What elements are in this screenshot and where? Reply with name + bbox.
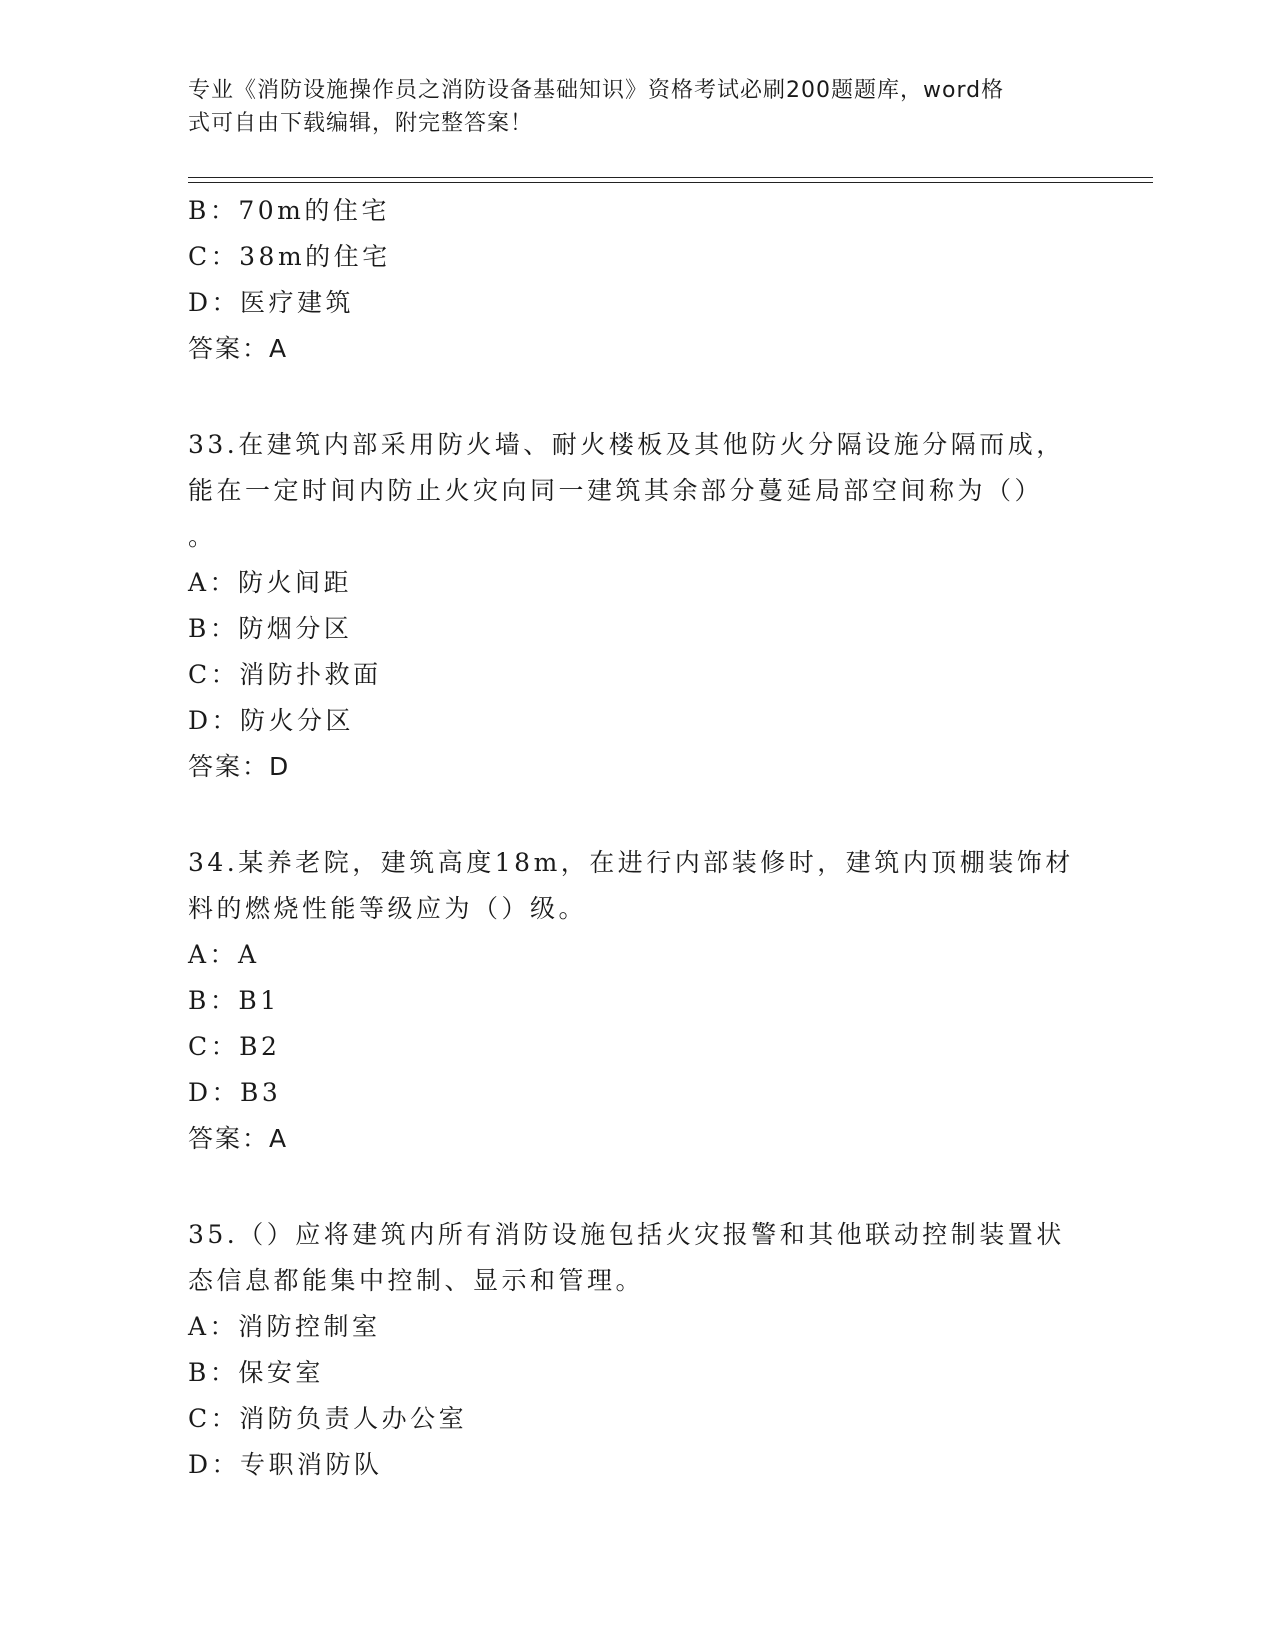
option-c: C：38m的住宅 [188, 242, 391, 271]
header-divider-bottom [188, 182, 1153, 183]
option-b: B：70m的住宅 [188, 196, 390, 225]
option-b: B：B1 [188, 986, 280, 1015]
answer-line: 答案：A [188, 334, 289, 363]
option-c: C：消防扑救面 [188, 660, 382, 689]
document-header [188, 74, 1068, 140]
header-line-1: 专业《消防设施操作员之消防设备基础知识》资格考试必刷200题题库，word格 [188, 78, 1005, 103]
question-stem-line: 34.某养老院，建筑高度18m，在进行内部装修时，建筑内顶棚装饰材 [188, 848, 1074, 877]
document-body [188, 188, 1088, 1488]
question-stem-line: 35.（）应将建筑内所有消防设施包括火灾报警和其他联动控制装置状 [188, 1220, 1065, 1249]
option-c: C：B2 [188, 1032, 281, 1061]
option-d: D：医疗建筑 [188, 288, 355, 317]
prev-question [188, 188, 1088, 372]
option-a: A：防火间距 [188, 568, 353, 597]
question-33 [188, 422, 1088, 790]
option-b: B：防烟分区 [188, 614, 353, 643]
option-a: A：A [188, 940, 260, 969]
header-divider-top [188, 177, 1153, 178]
option-c: C：消防负责人办公室 [188, 1404, 468, 1433]
option-d: D：防火分区 [188, 706, 355, 735]
question-stem-line: 料的燃烧性能等级应为（）级。 [188, 894, 588, 923]
question-stem-line: 。 [188, 522, 217, 551]
answer-line: 答案：A [188, 1124, 289, 1153]
option-b: B：保安室 [188, 1358, 324, 1387]
question-stem-line: 态信息都能集中控制、显示和管理。 [188, 1266, 645, 1295]
answer-line: 答案：D [188, 752, 291, 781]
question-stem-line: 33.在建筑内部采用防火墙、耐火楼板及其他防火分隔设施分隔而成， [188, 430, 1065, 459]
question-stem-line: 能在一定时间内防止火灾向同一建筑其余部分蔓延局部空间称为（） [188, 476, 1044, 505]
option-d: D：专职消防队 [188, 1450, 383, 1479]
question-34 [188, 840, 1088, 1162]
option-d: D：B3 [188, 1078, 282, 1107]
header-line-2: 式可自由下载编辑，附完整答案！ [188, 111, 534, 136]
option-a: A：消防控制室 [188, 1312, 381, 1341]
question-35 [188, 1212, 1088, 1488]
